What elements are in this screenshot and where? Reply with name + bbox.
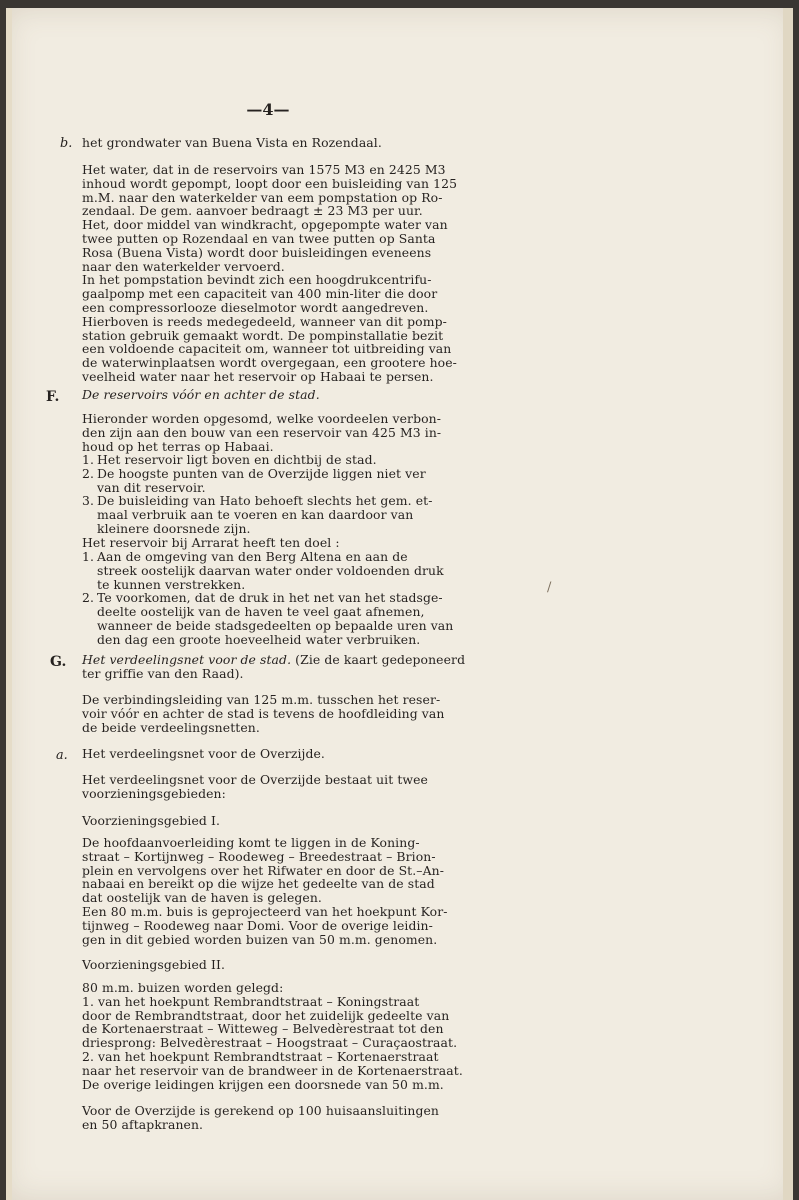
text-line: inhoud wordt gepompt, loopt door een buisleiding van 125 bbox=[82, 175, 458, 191]
area-1-text bbox=[82, 835, 448, 947]
text-line: De verbindingsleiding van 125 m.m. tusschen het reser- bbox=[82, 692, 441, 707]
section-f-list-advantages bbox=[82, 453, 432, 536]
list-item-continuation: deelte oostelijk van de haven te veel gaat afnemen, bbox=[97, 604, 425, 620]
text-line: Rosa (Buena Vista) wordt door buisleidingen eveneens bbox=[82, 244, 432, 260]
list-item-continuation: van dit reservoir. bbox=[97, 479, 206, 495]
text-line: plein en vervolgens over het Rifwater en door de St.–An- bbox=[82, 862, 444, 878]
section-f-intro bbox=[82, 411, 442, 454]
section-b-paragraph bbox=[82, 162, 458, 384]
text-line: driesprong: Belvedèrestraat – Hoogstraat – Curaçaostraat. bbox=[82, 1035, 458, 1051]
list-item-continuation: streek oostelijk daarvan water onder voldoenden druk bbox=[97, 562, 444, 578]
section-f-list-purposes bbox=[82, 549, 454, 647]
text-line: voir vóór en achter de stad is tevens de hoofdleiding van bbox=[82, 705, 445, 721]
list-item: 2. De hoogste punten van de Overzijde liggen niet ver bbox=[82, 465, 426, 481]
text-line: houd op het terras op Habaai. bbox=[82, 438, 274, 454]
text-line: den zijn aan den bouw van een reservoir van 425 M3 in- bbox=[82, 424, 442, 440]
list-item: 2. Te voorkomen, dat de druk in het net van het stadsge- bbox=[82, 590, 443, 606]
text-line: 2. van het hoekpunt Rembrandtstraat – Kortenaerstraat bbox=[82, 1048, 439, 1064]
text-line: Het verdeelingsnet voor de Overzijde bestaat uit twee bbox=[82, 772, 428, 787]
text-line: naar het reservoir van de brandweer in de Kortenaerstraat. bbox=[82, 1062, 463, 1078]
list-item-continuation: kleinere doorsnede zijn. bbox=[97, 520, 251, 536]
text-line: Het water, dat in de reservoirs van 1575 M3 en 2425 M3 bbox=[82, 162, 446, 177]
text-line: Het, door middel van windkracht, opgepompte water van bbox=[82, 217, 448, 233]
text-line: een voldoende capaciteit om, wanneer tot uitbreiding van bbox=[82, 341, 452, 357]
section-f-arrarat-intro: Het reservoir bij Arrarat heeft ten doel : bbox=[82, 535, 340, 550]
text-line: gaalpomp met een capaciteit van 400 min-liter die door bbox=[82, 286, 438, 302]
section-marker-b: b. bbox=[60, 136, 73, 151]
text-line: gen in dit gebied worden buizen van 50 m.m. genomen. bbox=[82, 931, 438, 947]
text-line: tijnweg – Roodeweg naar Domi. Voor de overige leidin- bbox=[82, 917, 433, 933]
area-1-title: Voorzieningsgebied I. bbox=[82, 813, 220, 828]
page-edge-left bbox=[6, 8, 12, 1200]
section-marker-f: F. bbox=[46, 389, 60, 405]
list-item: 1. Het reservoir ligt boven en dichtbij de stad. bbox=[82, 452, 377, 467]
page-edge-right bbox=[783, 8, 793, 1200]
text-line: 1. van het hoekpunt Rembrandtstraat – Koningstraat bbox=[82, 993, 420, 1009]
text-line: en 50 aftapkranen. bbox=[82, 1116, 204, 1132]
page-number: —4— bbox=[246, 100, 290, 119]
list-item-continuation: te kunnen verstrekken. bbox=[97, 576, 246, 592]
text-line: Hieronder worden opgesomd, welke voordeelen verbon- bbox=[82, 411, 442, 426]
list-item: 1. Aan de omgeving van den Berg Altena en aan de bbox=[82, 549, 408, 564]
text-line: twee putten op Rozendaal en van twee putten op Santa bbox=[82, 230, 436, 246]
text-line: De overige leidingen krijgen een doorsnede van 50 m.m. bbox=[82, 1076, 444, 1092]
text-line: de waterwinplaatsen wordt overgegaan, een grootere hoe- bbox=[82, 355, 457, 371]
text-line: naar den waterkelder vervoerd. bbox=[82, 258, 285, 274]
section-a-heading: Het verdeelingsnet voor de Overzijde. bbox=[82, 746, 325, 761]
text-line: station gebruik gemaakt wordt. De pompinstallatie bezit bbox=[82, 327, 444, 343]
text-line: de beide verdeelingsnetten. bbox=[82, 719, 260, 735]
text-line: veelheid water naar het reservoir op Habaai te persen. bbox=[82, 368, 434, 384]
text-line: zendaal. De gem. aanvoer bedraagt ± 23 M3 per uur. bbox=[82, 203, 423, 219]
list-item: 3. De buisleiding van Hato behoeft slechts het gem. et- bbox=[82, 493, 433, 509]
text-line: Een 80 m.m. buis is geprojecteerd van het hoekpunt Kor- bbox=[82, 903, 448, 919]
list-item-continuation: maal verbruik aan te voeren en kan daardoor van bbox=[97, 507, 414, 523]
text-line: de Kortenaerstraat – Witteweg – Belvedèrestraat tot den bbox=[82, 1021, 444, 1037]
text-line: Hierboven is reeds medegedeeld, wanneer van dit pomp- bbox=[82, 313, 447, 329]
text-line: 80 m.m. buizen worden gelegd: bbox=[82, 980, 284, 995]
section-f-heading: De reservoirs vóór en achter de stad. bbox=[82, 387, 320, 402]
section-g-paragraph bbox=[82, 692, 445, 735]
list-item-continuation: den dag een groote hoeveelheid water verbruiken. bbox=[97, 631, 421, 647]
text-line: door de Rembrandtstraat, door het zuidelijk gedeelte van bbox=[82, 1007, 450, 1023]
section-g-heading: Het verdeelingsnet voor de stad. (Zie de kaart gedeponeerd ter griffie van den Raad). bbox=[82, 652, 466, 681]
section-marker-g: G. bbox=[50, 654, 67, 670]
area-2-text bbox=[82, 980, 463, 1092]
section-a-closing bbox=[82, 1103, 440, 1132]
area-2-title: Voorzieningsgebied II. bbox=[82, 957, 225, 972]
section-a-intro bbox=[82, 773, 432, 801]
text-line: De hoofdaanvoerleiding komt te liggen in de Koning- bbox=[82, 835, 420, 850]
text-line: straat – Kortijnweg – Roodeweg – Breedestraat – Brion- bbox=[82, 848, 436, 864]
text-line: In het pompstation bevindt zich een hoogdrukcentrifu- bbox=[82, 272, 432, 288]
text-line: nabaai en bereikt op die wijze het gedeelte van de stad bbox=[82, 876, 435, 892]
document-page bbox=[6, 8, 793, 1200]
section-b-heading: het grondwater van Buena Vista en Rozendaal. bbox=[82, 135, 382, 150]
section-marker-a: a. bbox=[56, 748, 68, 763]
text-line: dat oostelijk van de haven is gelegen. bbox=[82, 890, 322, 906]
text-line: Voor de Overzijde is gerekend op 100 huisaansluitingen bbox=[82, 1103, 440, 1118]
text-line: m.M. naar den waterkelder van eem pompstation op Ro- bbox=[82, 189, 443, 205]
text-line: voorzieningsgebieden: bbox=[82, 785, 226, 801]
text-line: een compressorlooze dieselmotor wordt aangedreven. bbox=[82, 299, 429, 315]
ink-speck: / bbox=[547, 580, 552, 595]
list-item-continuation: wanneer de beide stadsgedeelten op bepaalde uren van bbox=[97, 617, 454, 633]
